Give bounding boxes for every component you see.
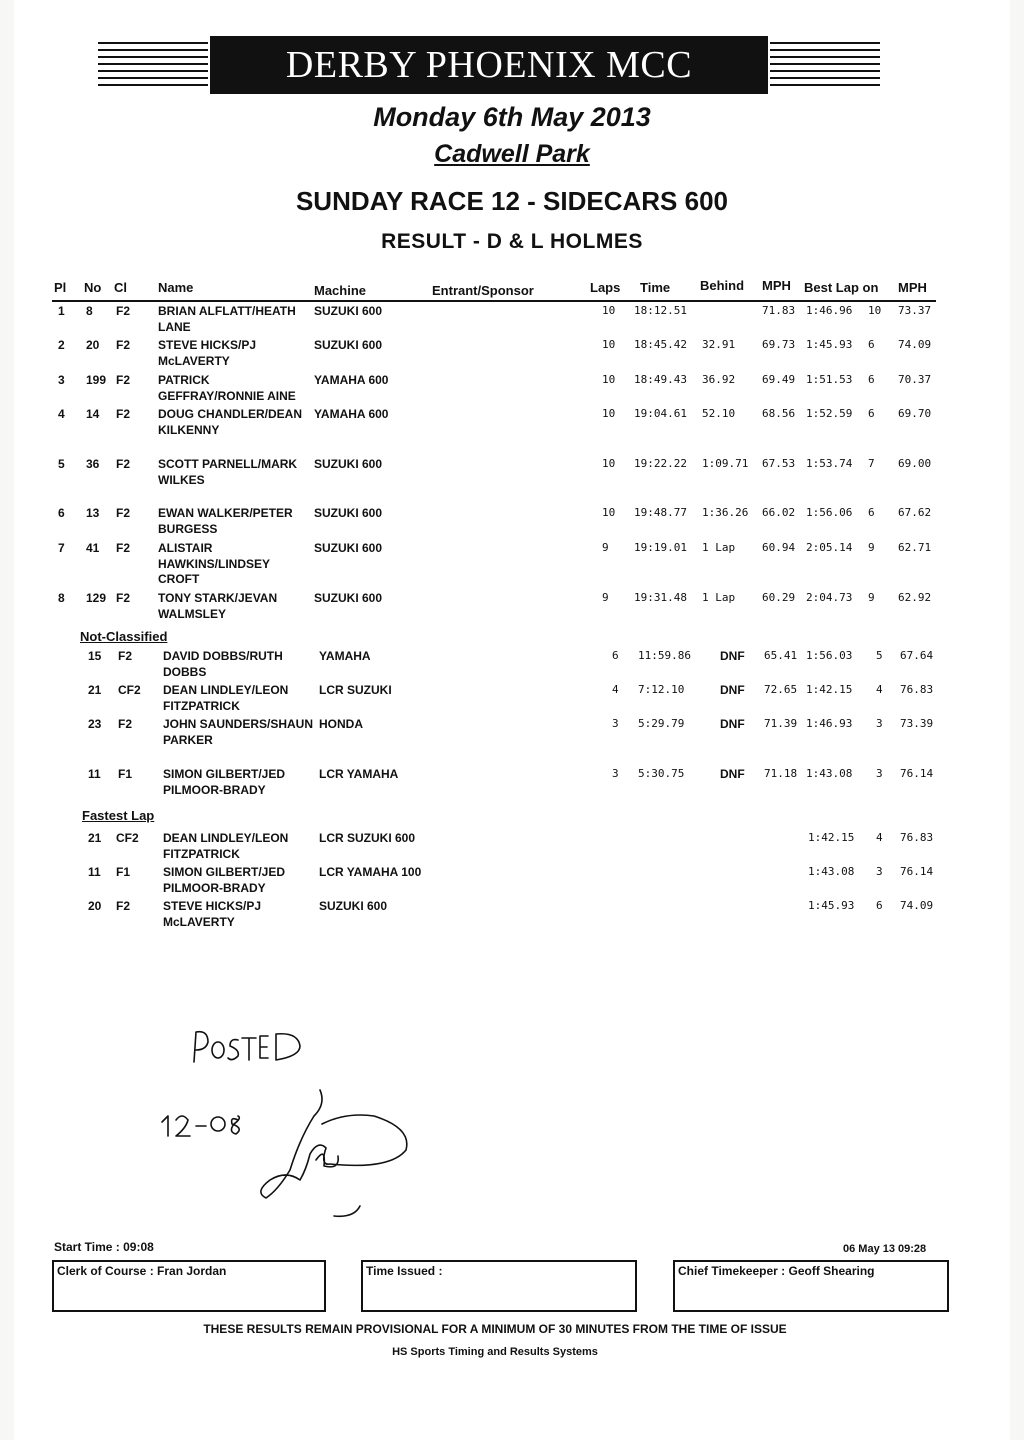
cell-best-lap-on: 7 <box>868 457 875 470</box>
cell-class: F2 <box>116 338 131 352</box>
col-header-entrant: Entrant/Sponsor <box>432 283 534 298</box>
cell-number: 20 <box>86 338 100 352</box>
col-header-pl: Pl <box>54 280 67 295</box>
cell-number: 36 <box>86 457 100 471</box>
time-issued-box <box>361 1260 637 1312</box>
cell-best-lap: 1:56.06 <box>806 506 853 519</box>
cell-position: 1 <box>58 304 65 318</box>
cell-time: 19:22.22 <box>634 457 687 470</box>
cell-mph: 65.41 <box>764 649 798 662</box>
cell-best-lap-on: 9 <box>868 541 875 554</box>
cell-number: 14 <box>86 407 100 421</box>
cell-time: 5:29.79 <box>638 717 685 730</box>
cell-behind: 1:09.71 <box>702 457 749 470</box>
cell-class: CF2 <box>118 683 141 697</box>
cell-class: F2 <box>118 649 133 663</box>
cell-name: ALISTAIR HAWKINS/LINDSEY CROFT <box>158 541 270 586</box>
cell-best-mph: 69.70 <box>898 407 932 420</box>
cell-mph: 71.39 <box>764 717 798 730</box>
cell-mph: 67.53 <box>762 457 796 470</box>
cell-best-mph: 74.09 <box>898 338 932 351</box>
cell-name: JOHN SAUNDERS/SHAUN PARKER <box>163 717 314 747</box>
cell-best-lap-on: 5 <box>876 649 883 662</box>
cell-best-lap: 1:42.15 <box>806 683 853 696</box>
cell-number: 20 <box>88 899 102 913</box>
cell-best-lap: 1:45.93 <box>808 899 855 912</box>
cell-machine: HONDA <box>319 717 363 731</box>
cell-position: 8 <box>58 591 65 605</box>
cell-best-lap: 1:43.08 <box>808 865 855 878</box>
cell-name: EWAN WALKER/PETER BURGESS <box>158 506 293 536</box>
cell-laps: 3 <box>612 717 619 730</box>
cell-behind: DNF <box>720 717 745 731</box>
cell-position: 5 <box>58 457 65 471</box>
clerk-of-course-label: Clerk of Course : Fran Jordan <box>57 1264 227 1278</box>
cell-best-lap-on: 6 <box>876 899 883 912</box>
cell-name: DEAN LINDLEY/LEON FITZPATRICK <box>163 831 289 861</box>
cell-time: 18:45.42 <box>634 338 687 351</box>
cell-best-mph: 76.14 <box>900 865 934 878</box>
cell-laps: 10 <box>602 373 616 386</box>
cell-best-mph: 70.37 <box>898 373 932 386</box>
cell-laps: 4 <box>612 683 619 696</box>
col-header-no: No <box>84 280 102 295</box>
club-title: DERBY PHOENIX MCC <box>210 36 768 94</box>
cell-time: 11:59.86 <box>638 649 691 662</box>
cell-machine: LCR SUZUKI 600 <box>319 831 416 845</box>
cell-best-lap: 1:52.59 <box>806 407 853 420</box>
cell-best-lap: 2:05.14 <box>806 541 853 554</box>
cell-behind: 1 Lap <box>702 591 736 604</box>
cell-machine: LCR YAMAHA <box>319 767 399 781</box>
not-classified-heading: Not-Classified <box>80 629 168 644</box>
cell-position: 6 <box>58 506 65 520</box>
cell-laps: 10 <box>602 304 616 317</box>
cell-behind: DNF <box>720 683 745 697</box>
cell-machine: SUZUKI 600 <box>314 457 383 471</box>
cell-name: TONY STARK/JEVAN WALMSLEY <box>158 591 278 621</box>
print-timestamp: 06 May 13 09:28 <box>843 1243 927 1255</box>
cell-class: F2 <box>116 457 131 471</box>
cell-number: 11 <box>88 865 101 879</box>
cell-class: F2 <box>116 407 131 421</box>
cell-time: 19:48.77 <box>634 506 687 519</box>
cell-behind: DNF <box>720 649 745 663</box>
col-header-machine: Machine <box>314 283 367 298</box>
cell-best-lap-on: 6 <box>868 506 875 519</box>
cell-behind: 1 Lap <box>702 541 736 554</box>
cell-laps: 10 <box>602 338 616 351</box>
cell-class: F1 <box>118 767 133 781</box>
cell-mph: 72.65 <box>764 683 798 696</box>
cell-best-lap-on: 3 <box>876 865 883 878</box>
cell-best-mph: 69.00 <box>898 457 932 470</box>
cell-behind: 1:36.26 <box>702 506 749 519</box>
cell-mph: 60.94 <box>762 541 796 554</box>
cell-best-mph: 67.62 <box>898 506 932 519</box>
cell-best-lap-on: 10 <box>868 304 882 317</box>
chief-timekeeper-label: Chief Timekeeper : Geoff Shearing <box>678 1264 875 1278</box>
cell-mph: 60.29 <box>762 591 796 604</box>
cell-class: F2 <box>116 899 131 913</box>
banner-lines-right <box>770 42 880 92</box>
race-title: SUNDAY RACE 12 - SIDECARS 600 <box>295 186 729 216</box>
handwritten-posted-signature <box>150 1020 430 1220</box>
cell-behind: 32.91 <box>702 338 736 351</box>
cell-behind: 52.10 <box>702 407 736 420</box>
cell-best-mph: 74.09 <box>900 899 934 912</box>
cell-behind: 36.92 <box>702 373 736 386</box>
cell-mph: 68.56 <box>762 407 796 420</box>
cell-mph: 71.18 <box>764 767 798 780</box>
clerk-of-course-box <box>52 1260 326 1312</box>
cell-class: F2 <box>116 591 131 605</box>
cell-laps: 9 <box>602 591 609 604</box>
cell-name: PATRICK GEFFRAY/RONNIE AINE <box>158 373 296 403</box>
cell-machine: SUZUKI 600 <box>314 591 383 605</box>
cell-time: 5:30.75 <box>638 767 685 780</box>
cell-number: 15 <box>88 649 102 663</box>
col-header-best-lap-on: Best Lap on <box>804 280 879 295</box>
cell-class: F2 <box>116 373 131 387</box>
cell-name: SIMON GILBERT/JED PILMOOR-BRADY <box>163 767 286 797</box>
cell-position: 2 <box>58 338 65 352</box>
cell-best-mph: 76.83 <box>900 683 934 696</box>
cell-time: 18:49.43 <box>634 373 687 386</box>
cell-number: 13 <box>86 506 100 520</box>
cell-best-lap: 2:04.73 <box>806 591 853 604</box>
cell-best-lap: 1:45.93 <box>806 338 853 351</box>
cell-best-lap-on: 6 <box>868 373 875 386</box>
col-header-mph2: MPH <box>898 280 927 295</box>
cell-machine: YAMAHA <box>319 649 371 663</box>
cell-laps: 6 <box>612 649 619 662</box>
cell-machine: SUZUKI 600 <box>319 899 388 913</box>
col-header-time: Time <box>640 280 671 295</box>
cell-mph: 69.49 <box>762 373 796 386</box>
cell-position: 7 <box>58 541 65 555</box>
cell-best-lap-on: 4 <box>876 683 883 696</box>
cell-time: 19:19.01 <box>634 541 687 554</box>
cell-class: CF2 <box>116 831 139 845</box>
cell-best-lap-on: 9 <box>868 591 875 604</box>
cell-best-mph: 73.37 <box>898 304 932 317</box>
cell-best-mph: 76.83 <box>900 831 934 844</box>
cell-machine: YAMAHA 600 <box>314 407 389 421</box>
cell-mph: 66.02 <box>762 506 796 519</box>
col-header-mph: MPH <box>762 278 791 293</box>
cell-number: 8 <box>86 304 93 318</box>
cell-best-mph: 73.39 <box>900 717 934 730</box>
fastest-lap-heading: Fastest Lap <box>82 808 155 823</box>
cell-laps: 3 <box>612 767 619 780</box>
cell-machine: YAMAHA 600 <box>314 373 389 387</box>
cell-number: 23 <box>88 717 102 731</box>
cell-number: 21 <box>88 831 102 845</box>
cell-laps: 10 <box>602 506 616 519</box>
cell-best-lap: 1:43.08 <box>806 767 853 780</box>
cell-laps: 9 <box>602 541 609 554</box>
cell-laps: 10 <box>602 407 616 420</box>
time-issued-label: Time Issued : <box>366 1264 443 1278</box>
cell-time: 7:12.10 <box>638 683 685 696</box>
cell-number: 41 <box>86 541 100 555</box>
cell-class: F1 <box>116 865 131 879</box>
cell-number: 199 <box>86 373 107 387</box>
provisional-notice: THESE RESULTS REMAIN PROVISIONAL FOR A MINIMUM OF 30 MINUTES FROM THE TIME OF ISSUE <box>203 1322 787 1336</box>
cell-machine: SUZUKI 600 <box>314 304 383 318</box>
cell-best-mph: 62.71 <box>898 541 932 554</box>
cell-number: 129 <box>86 591 107 605</box>
col-header-laps: Laps <box>590 280 621 295</box>
cell-best-lap-on: 3 <box>876 717 883 730</box>
cell-best-lap-on: 4 <box>876 831 883 844</box>
cell-best-lap: 1:42.15 <box>808 831 855 844</box>
cell-machine: SUZUKI 600 <box>314 338 383 352</box>
cell-best-lap: 1:46.96 <box>806 304 853 317</box>
cell-class: F2 <box>116 506 131 520</box>
cell-name: SIMON GILBERT/JED PILMOOR-BRADY <box>163 865 286 895</box>
cell-name: STEVE HICKS/PJ McLAVERTY <box>158 338 257 368</box>
cell-name: DOUG CHANDLER/DEAN KILKENNY <box>158 407 302 437</box>
cell-best-mph: 67.64 <box>900 649 934 662</box>
cell-behind: DNF <box>720 767 745 781</box>
cell-number: 11 <box>88 767 101 781</box>
cell-machine: LCR YAMAHA 100 <box>319 865 422 879</box>
cell-best-lap: 1:51.53 <box>806 373 853 386</box>
cell-time: 18:12.51 <box>634 304 687 317</box>
event-date: Monday 6th May 2013 <box>373 102 651 132</box>
result-title: RESULT - D & L HOLMES <box>381 230 643 253</box>
timing-system-credit: HS Sports Timing and Results Systems <box>392 1346 598 1358</box>
cell-best-lap-on: 6 <box>868 338 875 351</box>
cell-time: 19:31.48 <box>634 591 687 604</box>
cell-name: DAVID DOBBS/RUTH DOBBS <box>163 649 283 679</box>
cell-machine: LCR SUZUKI <box>319 683 392 697</box>
banner-lines-left <box>98 42 208 92</box>
cell-mph: 71.83 <box>762 304 796 317</box>
club-banner <box>98 36 880 94</box>
col-header-name: Name <box>158 280 194 295</box>
cell-name: DEAN LINDLEY/LEON FITZPATRICK <box>163 683 289 713</box>
col-header-cl: Cl <box>114 280 127 295</box>
cell-best-mph: 76.14 <box>900 767 934 780</box>
cell-name: STEVE HICKS/PJ McLAVERTY <box>163 899 262 929</box>
cell-best-mph: 62.92 <box>898 591 932 604</box>
cell-best-lap: 1:46.93 <box>806 717 853 730</box>
chief-timekeeper-box <box>673 1260 949 1312</box>
cell-best-lap: 1:53.74 <box>806 457 853 470</box>
cell-name: BRIAN ALFLATT/HEATH LANE <box>158 304 296 334</box>
cell-machine: SUZUKI 600 <box>314 506 383 520</box>
col-header-behind: Behind <box>700 278 745 293</box>
cell-class: F2 <box>116 304 131 318</box>
event-venue: Cadwell Park <box>434 140 590 168</box>
cell-number: 21 <box>88 683 102 697</box>
cell-machine: SUZUKI 600 <box>314 541 383 555</box>
cell-position: 4 <box>58 407 65 421</box>
cell-name: SCOTT PARNELL/MARK WILKES <box>158 457 298 487</box>
cell-best-lap: 1:56.03 <box>806 649 853 662</box>
start-time: Start Time : 09:08 <box>54 1240 154 1254</box>
cell-mph: 69.73 <box>762 338 796 351</box>
cell-time: 19:04.61 <box>634 407 687 420</box>
cell-best-lap-on: 3 <box>876 767 883 780</box>
cell-class: F2 <box>116 541 131 555</box>
header-rule <box>52 300 936 302</box>
cell-class: F2 <box>118 717 133 731</box>
cell-best-lap-on: 6 <box>868 407 875 420</box>
cell-laps: 10 <box>602 457 616 470</box>
cell-position: 3 <box>58 373 65 387</box>
